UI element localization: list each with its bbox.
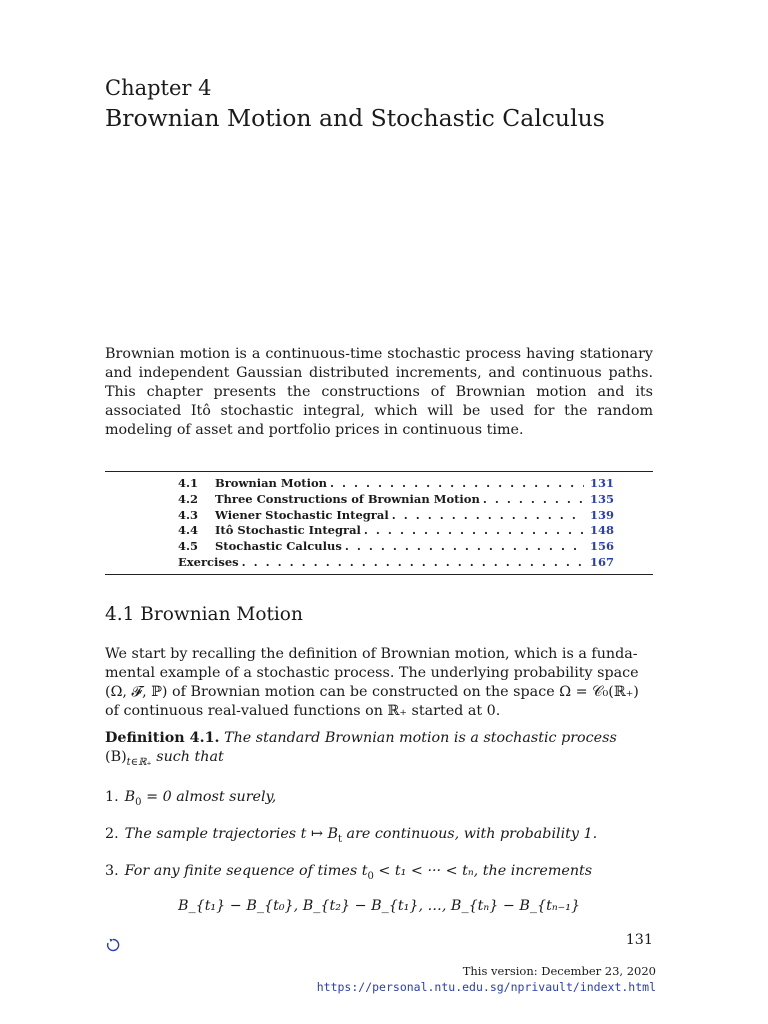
paragraph-line: of continuous real-valued functions on ℝ₊ started at 0. [105,703,501,719]
toc-row[interactable] [178,508,614,524]
toc-row[interactable] [178,539,614,555]
toc-page-link[interactable]: 167 [590,554,615,569]
toc-title: Wiener Stochastic Integral [215,507,389,522]
toc-leader [364,523,584,539]
list-item-subscript: t [337,833,343,845]
list-item-text: The sample trajectories t ↦ B [124,826,338,842]
chapter-intro: Brownian motion is a continuous-time stochastic process having stationary and independent Gaussian distributed increments, and continuous paths. This chapter presents the constructions of Brownian motion and its associated Itô stochastic integral, which will be used for the random modeling of asset and portfolio prices in continuous time. [105,346,653,438]
section-title: 4.1 Brownian Motion [105,604,303,625]
toc-leader [483,492,584,508]
list-item-number: 1. [105,789,119,805]
toc-page-link[interactable]: 148 [590,523,615,538]
list-item-text: are continuous, with probability 1. [342,826,598,842]
section-paragraph [105,645,653,721]
table-of-contents [105,471,653,575]
list-item-number: 3. [105,863,119,879]
definition-subscript: t∈ℝ₊ [126,756,152,768]
toc-title: Three Constructions of Brownian Motion [215,491,480,506]
list-item-text: = 0 almost surely, [141,789,277,805]
toc-number: 4.1 [178,476,199,490]
toc-row[interactable] [178,523,614,539]
list-item [105,789,277,808]
toc-leader [242,555,584,571]
list-item-text: B [124,789,136,805]
toc-page-link[interactable]: 156 [590,539,615,554]
definition-block: Definition 4.1. The standard Brownian motion is a stochastic process $(B)_{t\in ℝ_+}$ such that [105,730,617,768]
definition-heading: Definition 4.1. [105,730,220,746]
toc-number: 4.4 [178,523,199,538]
toc-title: Itô Stochastic Integral [215,523,361,538]
display-equation: B_{t₁} − B_{t₀}, B_{t₂} − B_{t₁}, …, B_{tₙ} − B_{tₙ₋₁} [177,898,581,914]
toc-title: Brownian Motion [215,476,328,490]
toc-row[interactable] [178,555,614,571]
chapter-label: Chapter 4 [105,76,212,100]
toc-title: Stochastic Calculus [215,539,342,554]
toc-page-link[interactable]: 139 [590,507,615,522]
toc-row[interactable] [178,476,614,492]
toc-page-link[interactable]: 135 [590,491,615,506]
source-url-link[interactable]: https://personal.ntu.edu.sg/nprivault/indext.html [316,980,656,994]
version-note: This version: December 23, 2020 [462,964,656,978]
toc-number: 4.5 [178,539,199,554]
list-item-text: For any finite sequence of times t [124,863,368,879]
list-item-subscript: 0 [135,796,142,808]
definition-tail: such that [151,749,224,765]
toc-number: 4.3 [178,507,199,522]
refresh-icon[interactable] [105,937,121,953]
definition-text: The standard Brownian motion is a stochastic process [224,730,617,746]
definition-math: (B [105,749,122,765]
list-item-subscript: 0 [367,870,374,882]
toc-title: Exercises [178,554,239,569]
page-number: 131 [625,932,653,948]
toc-leader [345,539,584,555]
paragraph-line: (Ω, 𝓕, ℙ) of Brownian motion can be constructed on the space Ω = 𝒞₀(ℝ₊) [105,684,639,700]
toc-leader [330,476,584,492]
paragraph-line: We start by recalling the definition of Brownian motion, which is a funda- [105,646,638,662]
chapter-title: Brownian Motion and Stochastic Calculus [105,104,605,132]
toc-row[interactable] [178,492,614,508]
paragraph-line: mental example of a stochastic process. The underlying probability space [105,665,639,681]
toc-number: 4.2 [178,491,199,506]
list-item [105,826,598,845]
list-item-text: < t₁ < ··· < tₙ, the increments [373,863,593,879]
list-item-number: 2. [105,826,119,842]
toc-leader [392,508,584,524]
toc-page-link[interactable]: 131 [590,476,615,490]
list-item [105,863,593,882]
